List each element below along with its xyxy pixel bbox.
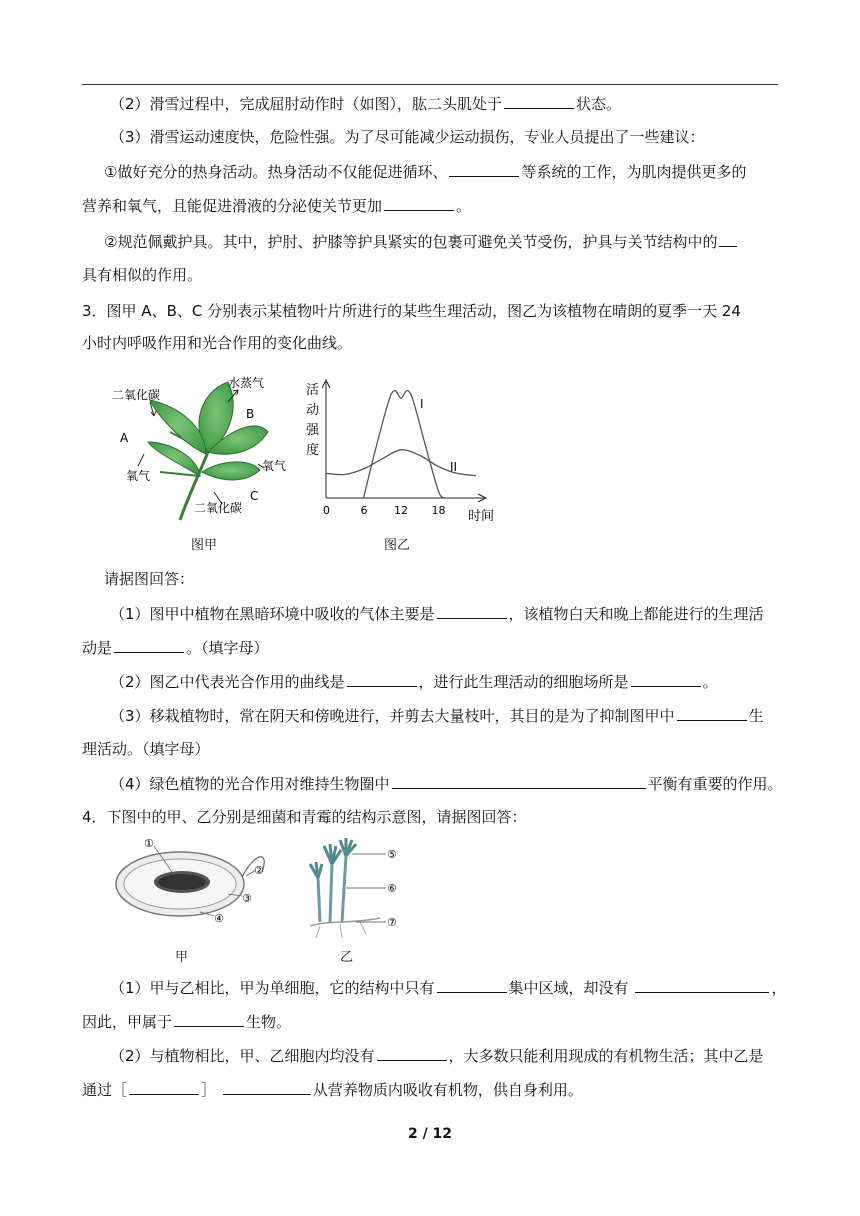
q3-a3-text-end: 生 — [748, 707, 764, 725]
q2-part3-text: （3）滑雪运动速度快，危险性强。为了尽可能减少运动损伤，专业人员提出了一些建议： — [110, 128, 705, 146]
answer-blank[interactable] — [129, 1078, 199, 1095]
label-4: ④ — [214, 912, 224, 925]
figure-yi-caption: 图乙 — [384, 538, 411, 553]
q4-a2-text2-mid: ］ — [201, 1081, 217, 1099]
label-3: ③ — [242, 892, 252, 905]
label-1: ① — [144, 837, 154, 850]
q2-part2-text: （2）滑雪过程中，完成屈肘动作时（如图），肱二头肌处于 — [110, 95, 503, 113]
q3-a1-text: （1）图甲中植物在黑暗环境中吸收的气体主要是 — [110, 605, 435, 623]
q4-stem-text: 4．下图中的甲、乙分别是细菌和青霉的结构示意图，请据图回答： — [82, 808, 527, 826]
q3-stem-line2 — [82, 332, 782, 354]
suggestion1-text: ①做好充分的热身活动。热身活动不仅能促进循环、 — [104, 163, 448, 181]
q3-a1-text-end: ，该植物白天和晚上都能进行的生理活 — [508, 605, 764, 623]
q3-a3-line1 — [82, 704, 810, 727]
answer-blank[interactable] — [631, 670, 701, 687]
q4-stem — [82, 806, 782, 828]
q2-part2-text-end: 状态。 — [576, 95, 622, 113]
label-co2-top: 二氧化碳 — [112, 388, 161, 402]
y-label — [306, 383, 320, 458]
suggestion1-text-end: 等系统的工作，为肌肉提供更多的 — [521, 163, 747, 181]
suggestion1-text2-end: 。 — [456, 197, 472, 215]
answer-blank[interactable] — [677, 704, 747, 721]
x-tick-label: 18 — [431, 504, 446, 517]
q4-a1-line1 — [82, 976, 810, 999]
y-label-char: 度 — [306, 443, 320, 458]
y-label-char: 动 — [306, 403, 320, 418]
q4-a2-text-end: ，大多数只能利用现成的有机物生活；其中乙是 — [448, 1047, 764, 1065]
q3-a1-line1 — [82, 602, 810, 625]
label-a: A — [120, 431, 129, 445]
q3-prompt-text: 请据图回答： — [104, 570, 195, 588]
answer-blank[interactable] — [635, 976, 769, 993]
curve-label-II: II — [450, 460, 458, 474]
answer-blank[interactable] — [437, 602, 507, 619]
figure-penicillium — [290, 834, 420, 944]
answer-blank[interactable] — [719, 230, 737, 247]
q3-a3-text2: 理活动。（填字母） — [82, 740, 210, 758]
q2-suggestion2-line1 — [82, 230, 804, 253]
q3-a4-text-end: 平衡有重要的作用。 — [647, 775, 783, 793]
x-axis-label: 时间 — [468, 509, 495, 524]
q3-stem-text: 3．图甲 A、B、C 分别表示某植物叶片所进行的某些生理活动，图乙为该植物在晴朗的夏季一天 24 — [82, 302, 741, 320]
leaf-left-lower — [148, 442, 200, 476]
q3-a2 — [82, 670, 810, 693]
q2-part2 — [82, 92, 810, 115]
y-label-char: 强 — [306, 423, 320, 438]
q4-a1-text-end: ， — [771, 979, 787, 997]
q3-stem-line1 — [82, 300, 782, 322]
label-b: B — [246, 407, 255, 421]
label-co2-bottom: 二氧化碳 — [194, 501, 243, 515]
answer-blank[interactable] — [384, 194, 454, 211]
figure-leaf-diagram — [110, 372, 290, 532]
answer-blank[interactable] — [223, 1078, 311, 1095]
q4-a1-text2: 因此，甲属于 — [82, 1013, 173, 1031]
label-o2-right: 氧气 — [262, 459, 287, 473]
q4-a1-line2 — [82, 1010, 782, 1033]
q4-a1-text2-end: 生物。 — [246, 1013, 292, 1031]
q4-a1-text-mid: 集中区域，却没有 — [508, 979, 629, 997]
upright-hyphae — [330, 864, 332, 922]
label-c: C — [250, 489, 259, 503]
header-rule — [82, 84, 778, 85]
q4-a2-line2 — [82, 1078, 782, 1101]
page-number: 2 / 12 — [407, 1126, 453, 1142]
q2-part3 — [82, 126, 810, 148]
label-2: ② — [254, 864, 264, 877]
label-o2-left: 氧气 — [126, 469, 151, 483]
answer-blank[interactable] — [392, 772, 646, 789]
suggestion2-text2: 具有相似的作用。 — [82, 266, 203, 284]
answer-blank[interactable] — [437, 976, 507, 993]
label-7: ⑦ — [387, 916, 397, 929]
q2-suggestion2-line2 — [82, 264, 782, 286]
q3-a1-line2 — [82, 636, 782, 659]
spore-brush — [324, 844, 341, 864]
q3-a2-text-mid: ，进行此生理活动的细胞场所是 — [418, 673, 629, 691]
leaf-right-lower — [202, 462, 260, 480]
answer-blank[interactable] — [347, 670, 417, 687]
label-water-vapor: 水蒸气 — [228, 376, 265, 390]
q3-a1-text2: 动是 — [82, 639, 113, 657]
q4-a2-text2: 通过［ — [82, 1081, 128, 1099]
q2-suggestion1-line2 — [82, 194, 782, 217]
label-6: ⑥ — [387, 882, 397, 895]
curve-label-I: I — [420, 397, 424, 411]
q4-a2-line1 — [82, 1044, 810, 1067]
q3-a1-text2-end: 。（填字母） — [186, 639, 269, 657]
x-tick-label: 12 — [394, 504, 408, 517]
q3-a4 — [82, 772, 810, 795]
y-label-char: 活 — [306, 383, 320, 398]
q2-suggestion1-line1 — [82, 160, 804, 183]
q3-a4-text: （4）绿色植物的光合作用对维持生物圈中 — [110, 775, 390, 793]
figure-jia-caption: 图甲 — [191, 538, 218, 553]
q3-a2-text-end: 。 — [702, 673, 718, 691]
answer-blank[interactable] — [174, 1010, 244, 1027]
label-5: ⑤ — [387, 848, 397, 861]
figure-bacterium-caption: 甲 — [175, 950, 189, 965]
answer-blank[interactable] — [114, 636, 184, 653]
q4-a2-text: （2）与植物相比，甲、乙细胞内均没有 — [110, 1047, 375, 1065]
q3-a3-line2 — [82, 738, 782, 760]
q3-a3-text: （3）移栽植物时，常在阴天和傍晚进行，并剪去大量枝叶，其目的是为了抑制图甲中 — [110, 707, 675, 725]
figure-activity-chart — [298, 372, 518, 530]
q4-a2-text2-end: 从营养物质内吸收有机物，供自身利用。 — [312, 1081, 583, 1099]
q3-prompt — [82, 568, 804, 590]
q4-a1-text: （1）甲与乙相比，甲为单细胞，它的结构中只有 — [110, 979, 435, 997]
q3-a2-text: （2）图乙中代表光合作用的曲线是 — [110, 673, 345, 691]
x-tick-label: 6 — [360, 504, 368, 517]
suggestion2-text: ②规范佩戴护具。其中，护肘、护膝等护具紧实的包裹可避免关节受伤，护具与关节结构中的 — [104, 233, 718, 251]
q3-stem-text2: 小时内呼吸作用和光合作用的变化曲线。 — [82, 334, 353, 352]
answer-blank[interactable] — [377, 1044, 447, 1061]
suggestion1-text2: 营养和氧气，且能促进滑液的分泌使关节更加 — [82, 197, 383, 215]
curve-photosynthesis-I — [364, 390, 445, 498]
figure-penicillium-caption: 乙 — [340, 950, 354, 965]
figure-bacterium — [110, 832, 280, 942]
x-tick-label: 0 — [323, 504, 330, 517]
answer-blank[interactable] — [504, 92, 574, 109]
answer-blank[interactable] — [449, 160, 519, 177]
